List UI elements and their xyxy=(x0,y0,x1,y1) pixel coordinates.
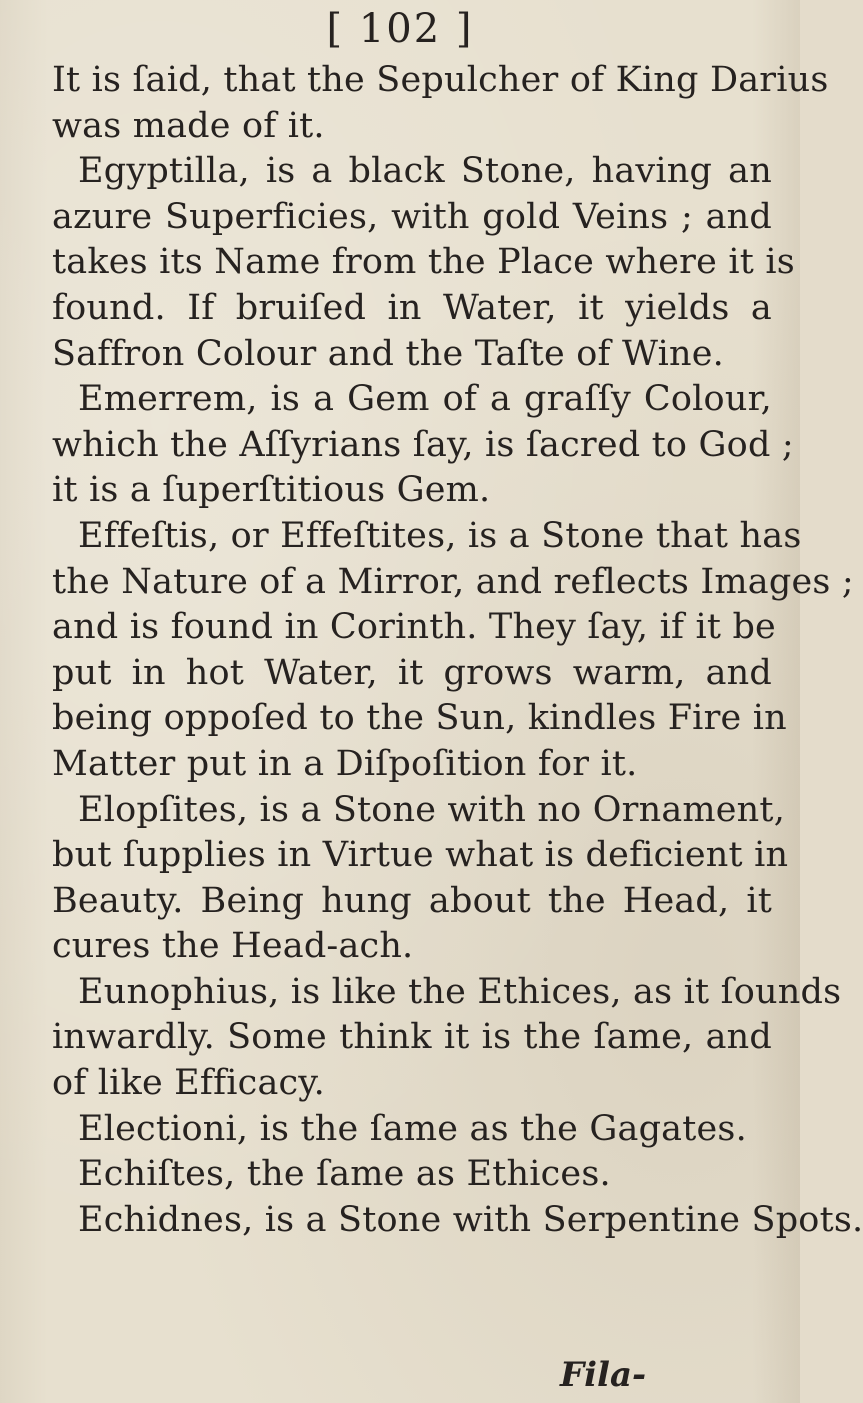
text-line: Echiſtes, the ſame as Ethices. xyxy=(78,1154,611,1195)
text-line: found. If bruiſed in Water, it yields a xyxy=(52,287,772,328)
body-text xyxy=(52,58,863,1243)
text-line: and is found in Corinth. They ſay, if it be xyxy=(52,607,776,648)
text-line: was made of it. xyxy=(52,105,325,146)
text-line: but ſupplies in Virtue what is deficient in xyxy=(52,835,789,876)
page-number: [ 102 ] xyxy=(326,6,474,52)
text-line: put in hot Water, it grows warm, and xyxy=(52,652,772,693)
text-line: Eunophius, is like the Ethices, as it ſounds xyxy=(78,971,842,1012)
text-line: Matter put in a Diſpoſition for it. xyxy=(52,743,638,784)
text-line: takes its Name from the Place where it is xyxy=(52,242,795,283)
text-line: Egyptilla, is a black Stone, having an xyxy=(78,151,772,192)
text-line: Saffron Colour and the Taſte of Wine. xyxy=(52,333,724,374)
text-line: Echidnes, is a Stone with Serpentine Spots. xyxy=(78,1199,863,1240)
text-line: of like Efficacy. xyxy=(52,1063,325,1104)
text-line: Electioni, is the ſame as the Gagates. xyxy=(78,1108,747,1149)
text-line: being oppoſed to the Sun, kindles Fire in xyxy=(52,698,787,739)
text-line: the Nature of a Mirror, and reflects Images ; xyxy=(52,561,854,602)
text-line: Emerrem, is a Gem of a graſſy Colour, xyxy=(78,379,772,420)
text-line: Elopſites, is a Stone with no Ornament, xyxy=(78,789,786,830)
text-line: it is a ſuperſtitious Gem. xyxy=(52,470,491,511)
text-line: Effeſtis, or Effeſtites, is a Stone that has xyxy=(78,515,802,556)
text-line: Beauty. Being hung about the Head, it xyxy=(52,880,772,921)
text-line: which the Aſſyrians ſay, is ſacred to God ; xyxy=(52,424,794,465)
catchword: Fila- xyxy=(560,1355,647,1395)
text-line: azure Superficies, with gold Veins ; and xyxy=(52,196,772,237)
text-line: inwardly. Some think it is the ſame, and xyxy=(52,1017,772,1058)
text-line: It is ſaid, that the Sepulcher of King Darius xyxy=(52,60,829,100)
text-line: cures the Head-ach. xyxy=(52,926,414,967)
